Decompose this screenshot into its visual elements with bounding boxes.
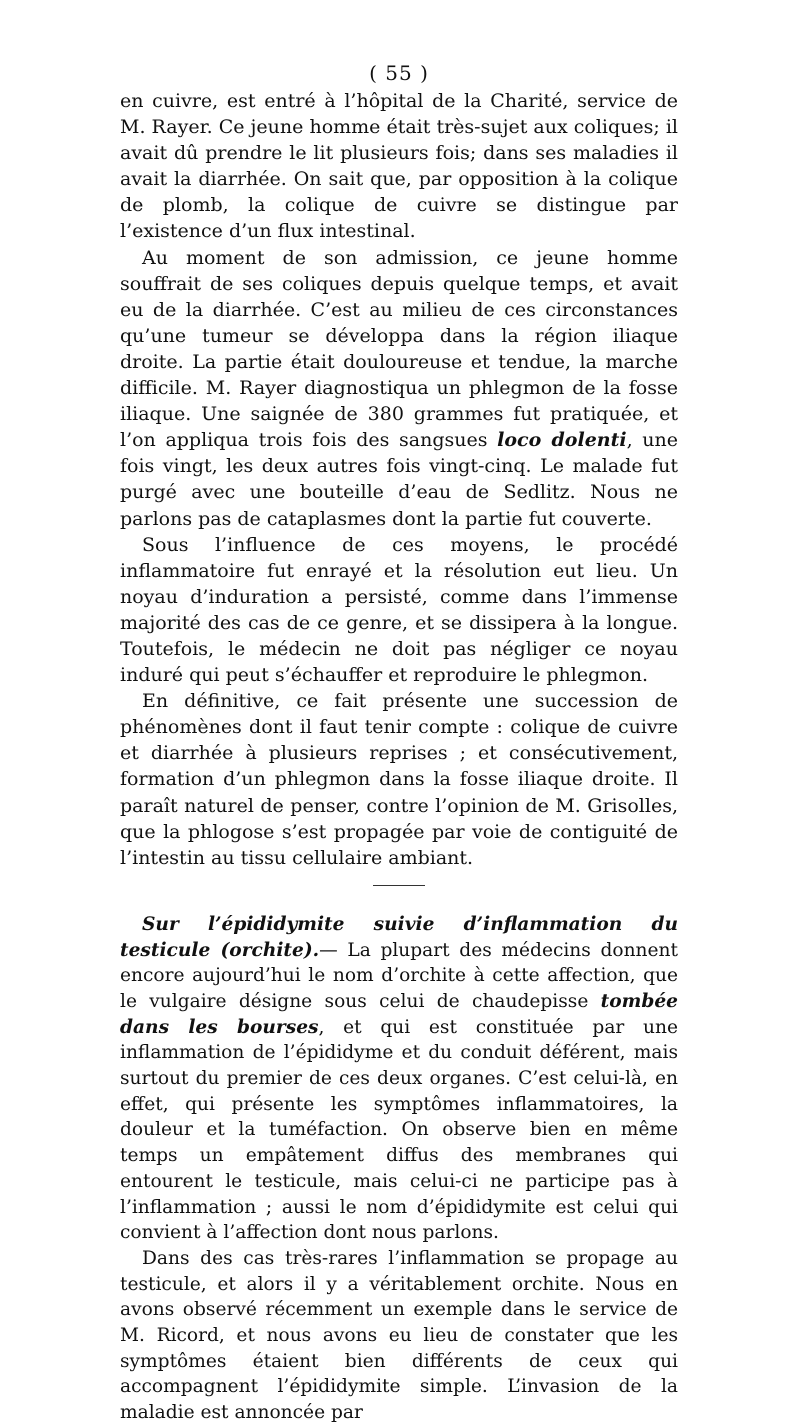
section-divider bbox=[373, 885, 425, 886]
book-page bbox=[120, 58, 679, 1424]
paragraph-1-text: en cuivre, est entré à l’hôpital de la Charité, service de M. Rayer. Ce jeune homme était très-sujet aux coliques; il avait dû prendre le lit plusieurs fois; dans ses maladies il avait la diarrhée. On sait que, par opposition à la colique de plomb, la colique de cuivre se distingue par l’existence d’un flux intestinal. bbox=[120, 90, 678, 243]
paragraph-2 bbox=[120, 245, 678, 532]
section-paragraph-1 bbox=[120, 912, 678, 1246]
paragraph-2-italic: loco dolenti bbox=[497, 429, 627, 452]
paragraph-4 bbox=[120, 688, 678, 871]
section-paragraph-2 bbox=[120, 1246, 678, 1426]
section-paragraph-1-text-after: , et qui est constituée par une inflammation de l’épididyme et du conduit déférent, mais surtout du premier de ces deux organes. C’est celui-là, en effet, qui présente les symptômes inflammatoires, la douleur et la tuméfaction. On observe bien en même temps un empâtement diffus des membranes qui entourent le testicule, mais celui-ci ne participe pas à l’inflammation ; aussi le nom d’épididymite est celui qui convient à l’affection dont nous parlons. bbox=[120, 1016, 679, 1244]
paragraph-2-text-after: , une fois vingt, les deux autres fois vingt-cinq. Le malade fut purgé avec une bouteille d’eau de Sedlitz. Nous ne parlons pas de cataplasmes dont la partie fut couverte. bbox=[120, 429, 679, 530]
paragraph-4-text: En définitive, ce fait présente une succession de phénomènes dont il faut tenir compte : colique de cuivre et diarrhée à plusieurs reprises ; et consécutivement, formation d’un phlegmon dans la fosse iliaque droite. Il paraît naturel de penser, contre l’opinion de M. Grisolles, que la phlogose s’est propagée par voie de contiguité de l’intestin au tissu cellulaire ambiant. bbox=[120, 690, 678, 869]
paragraph-3 bbox=[120, 532, 678, 689]
section-paragraph-1-italic: tombée dans les bourses bbox=[120, 990, 678, 1038]
section-title-dash: — bbox=[319, 939, 338, 961]
page-number: ( 55 ) bbox=[369, 61, 429, 85]
section-title: Sur l’épididymite suivie d’inflammation du testicule (orchite). bbox=[120, 913, 678, 961]
section-paragraph-2-text: Dans des cas très-rares l’inflammation se propage au testicule, et alors il y a véritablement orchite. Nous en avons observé récemment un exemple dans le service de M. Ricord, et nous avons eu lieu de constater que les symptômes étaient bien différents de ceux qui accompagnent l’épididymite simple. L’invasion de la maladie est annoncée par bbox=[120, 1247, 678, 1424]
section-paragraph-1-text-before: La plupart des médecins donnent encore aujourd’hui le nom d’orchite à cette affection, que le vulgaire désigne sous celui de chaudepisse bbox=[120, 939, 678, 1012]
paragraph-2-text-before: Au moment de son admission, ce jeune homme souffrait de ses coliques depuis quelque temps, et avait eu de la diarrhée. C’est au milieu de ces circonstances qu’une tumeur se développa dans la région iliaque droite. La partie était douloureuse et tendue, la marche difficile. M. Rayer diagnostiqua un phlegmon de la fosse iliaque. Une saignée de 380 grammes fut pratiquée, et l’on appliqua trois fois des sangsues bbox=[120, 246, 678, 452]
paragraph-1 bbox=[120, 88, 678, 245]
paragraph-3-text: Sous l’influence de ces moyens, le procédé inflammatoire fut enrayé et la résolution eut lieu. Un noyau d’induration a persisté, comme dans l’immense majorité des cas de ce genre, et se dissipera à la longue. Toutefois, le médecin ne doit pas négliger ce noyau induré qui peut s’échauffer et reproduire le phlegmon. bbox=[120, 533, 678, 687]
